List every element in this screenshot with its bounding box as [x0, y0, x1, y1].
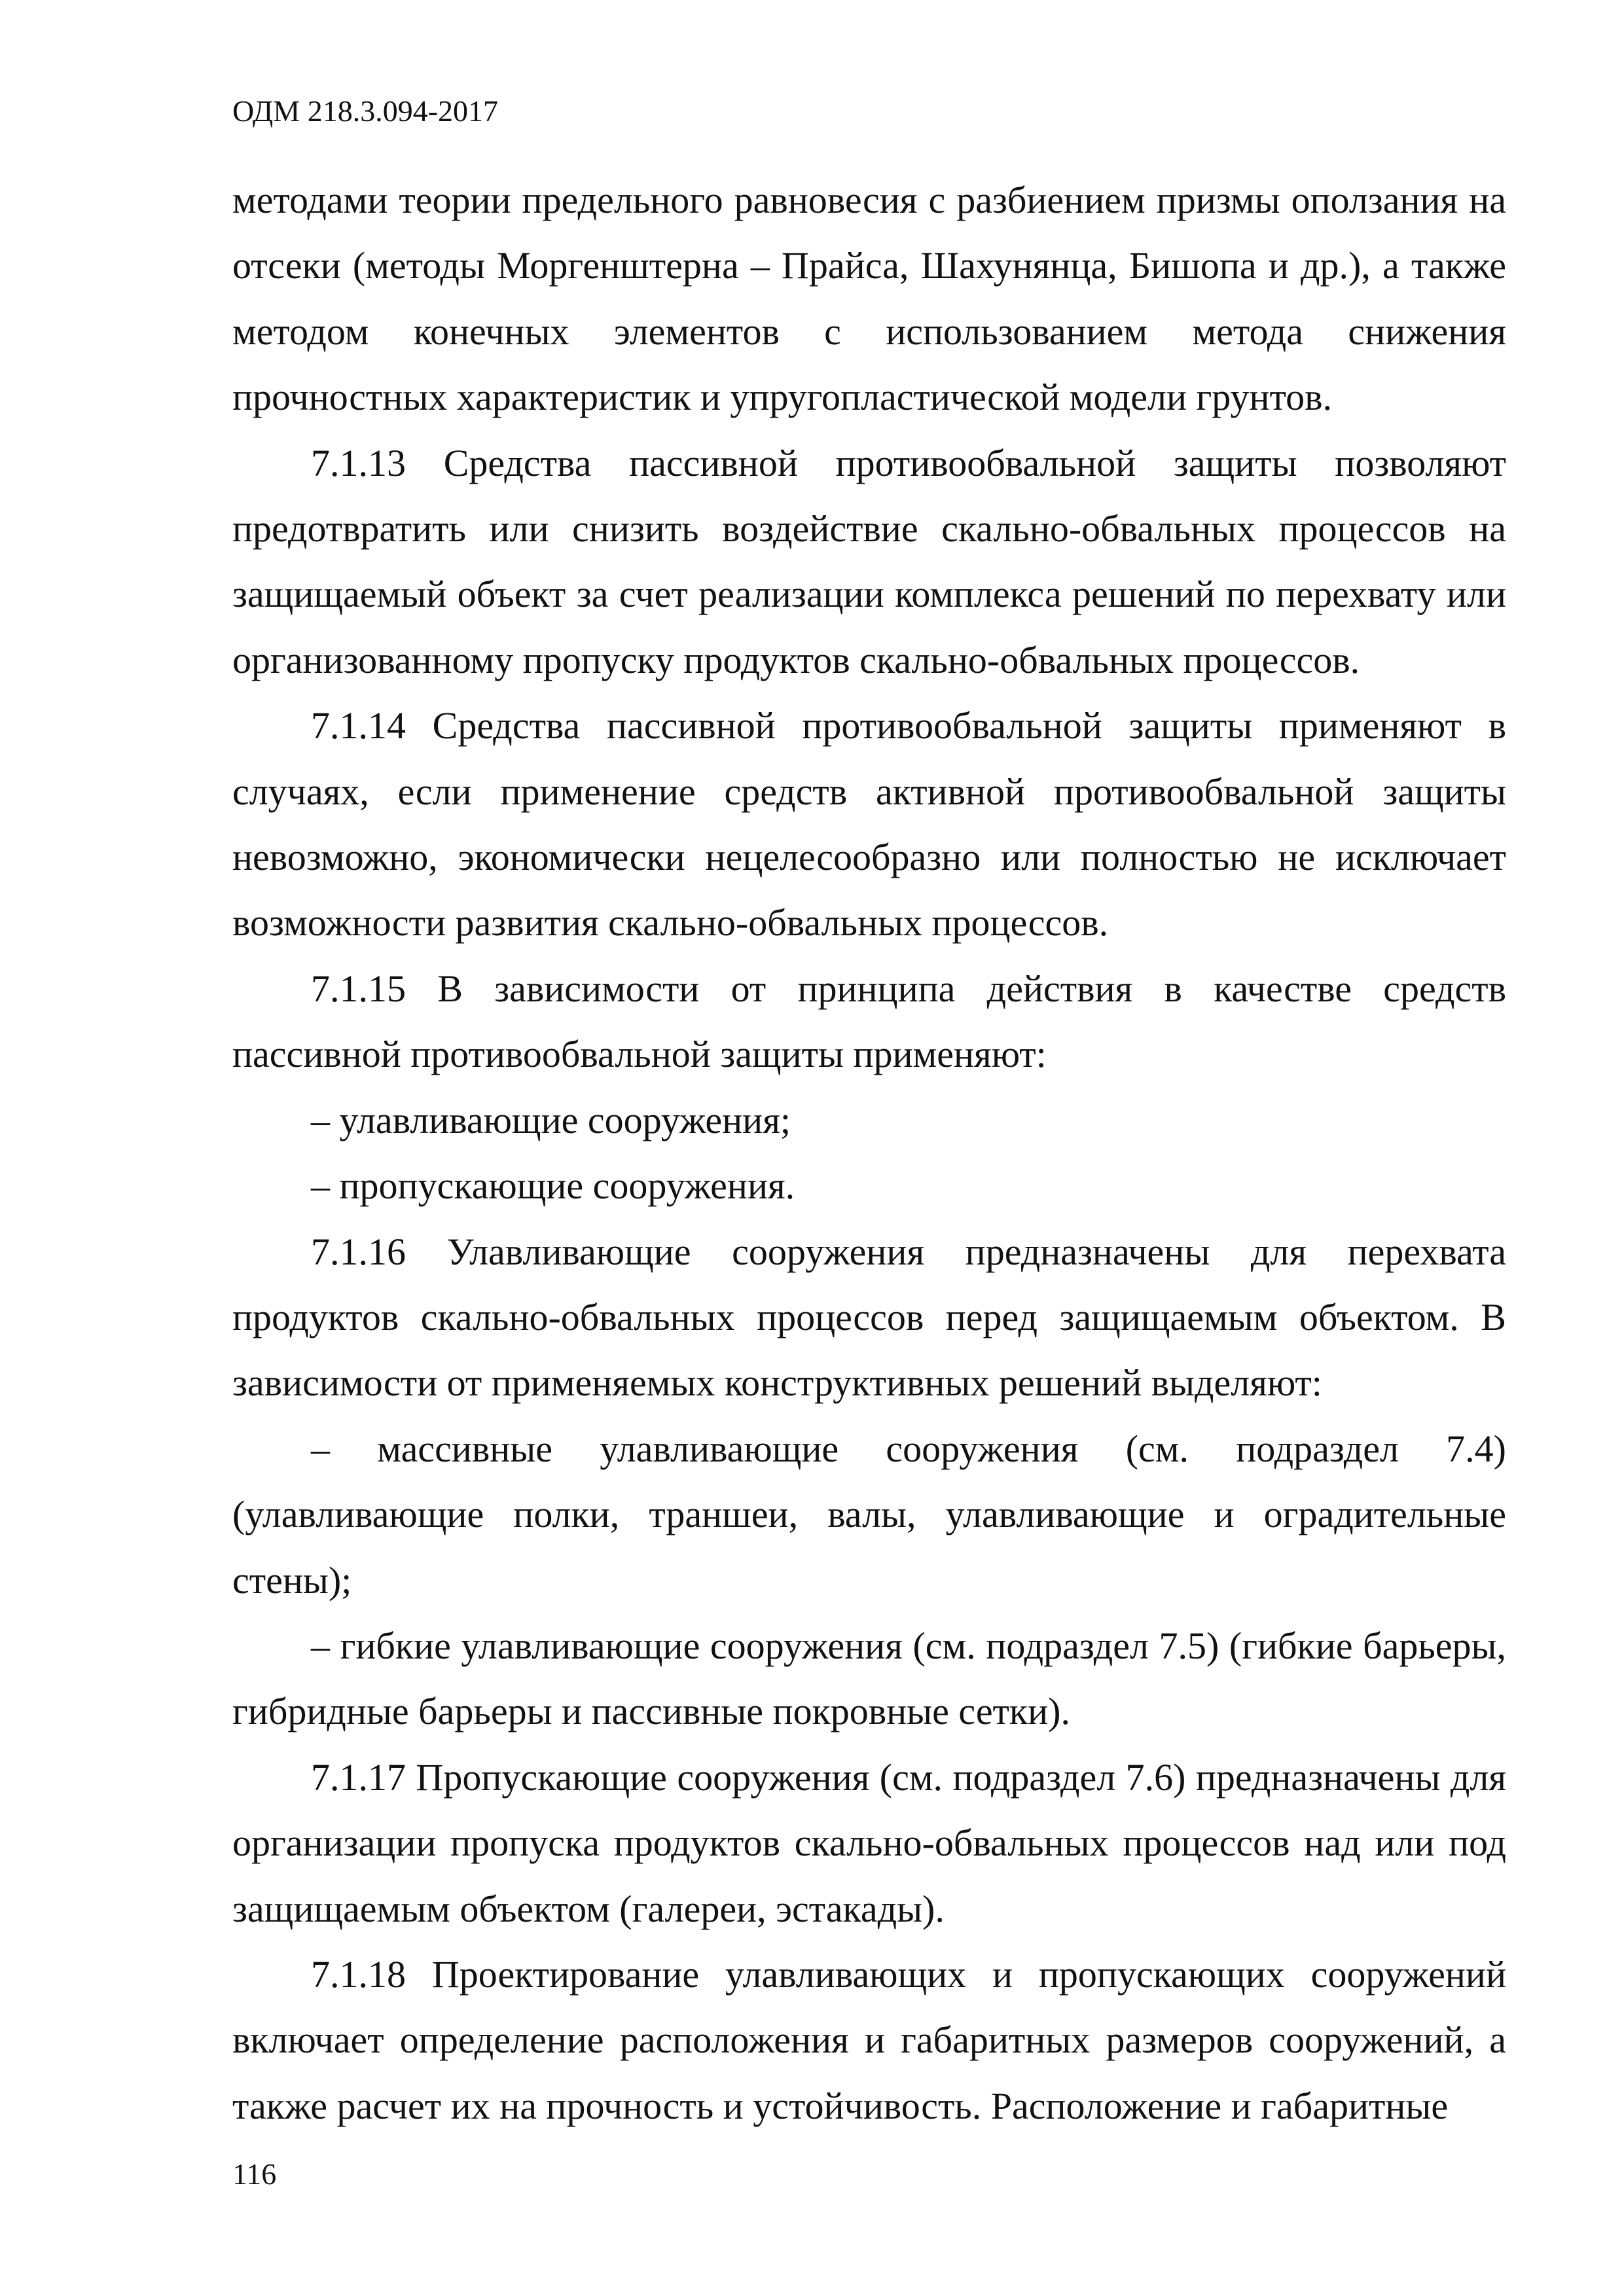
paragraph-7-1-16: 7.1.16 Улавливающие сооружения предназначены для перехвата продуктов скально-обвальных процессов перед защищаемым объектом. В зависимости от применяемых конструктивных решений выделяют: — [232, 1230, 1506, 1405]
paragraph-7-1-18: 7.1.18 Проектирование улавливающих и пропускающих сооружений включает определение расположения и габаритных размеров сооружений, а также расчет их на прочность и устойчивость. Расположение и габаритные — [232, 1952, 1506, 2127]
list-item-catching-structures: – улавливающие сооружения; — [311, 1098, 791, 1141]
list-item-passing-structures: – пропускающие сооружения. — [311, 1164, 795, 1208]
list-item-flexible-structures: – гибкие улавливающие сооружения (см. подраздел 7.5) (гибкие барьеры, гибридные барьеры и пассивные покровные сетки). — [232, 1624, 1506, 1733]
page-body — [232, 168, 1506, 2139]
paragraph-continuation: методами теории предельного равновесия с разбиением призмы оползания на отсеки (методы Моргенштерна – Прайса, Шахунянца, Бишопа и др.), а также методом конечных элементов с использованием метода снижения прочностных характеристик и упругопластической модели грунтов. — [232, 179, 1506, 419]
paragraph-7-1-13: 7.1.13 Средства пассивной противообвальной защиты позволяют предотвратить или снизить воздействие скально-обвальных процессов на защищаемый объект за счет реализации комплекса решений по перехвату или организованному пропуску продуктов скально-обвальных процессов. — [232, 441, 1506, 681]
page-number: 116 — [232, 2157, 277, 2191]
paragraph-7-1-14: 7.1.14 Средства пассивной противообвальной защиты применяют в случаях, если применение средств активной противообвальной защиты невозможно, экономически нецелесообразно или полностью не исключает возможности развития скально-обвальных процессов. — [232, 704, 1506, 944]
paragraph-7-1-17: 7.1.17 Пропускающие сооружения (см. подраздел 7.6) предназначены для организации пропуска продуктов скально-обвальных процессов над или под защищаемым объектом (галереи, эстакады). — [232, 1755, 1506, 1930]
list-item-massive-structures: – массивные улавливающие сооружения (см. подраздел 7.4) (улавливающие полки, траншеи, валы, улавливающие и оградительные стены); — [232, 1427, 1506, 1602]
paragraph-7-1-15: 7.1.15 В зависимости от принципа действия в качестве средств пассивной противообвальной защиты применяют: — [232, 967, 1506, 1076]
document-code-header: ОДМ 218.3.094-2017 — [232, 94, 499, 128]
